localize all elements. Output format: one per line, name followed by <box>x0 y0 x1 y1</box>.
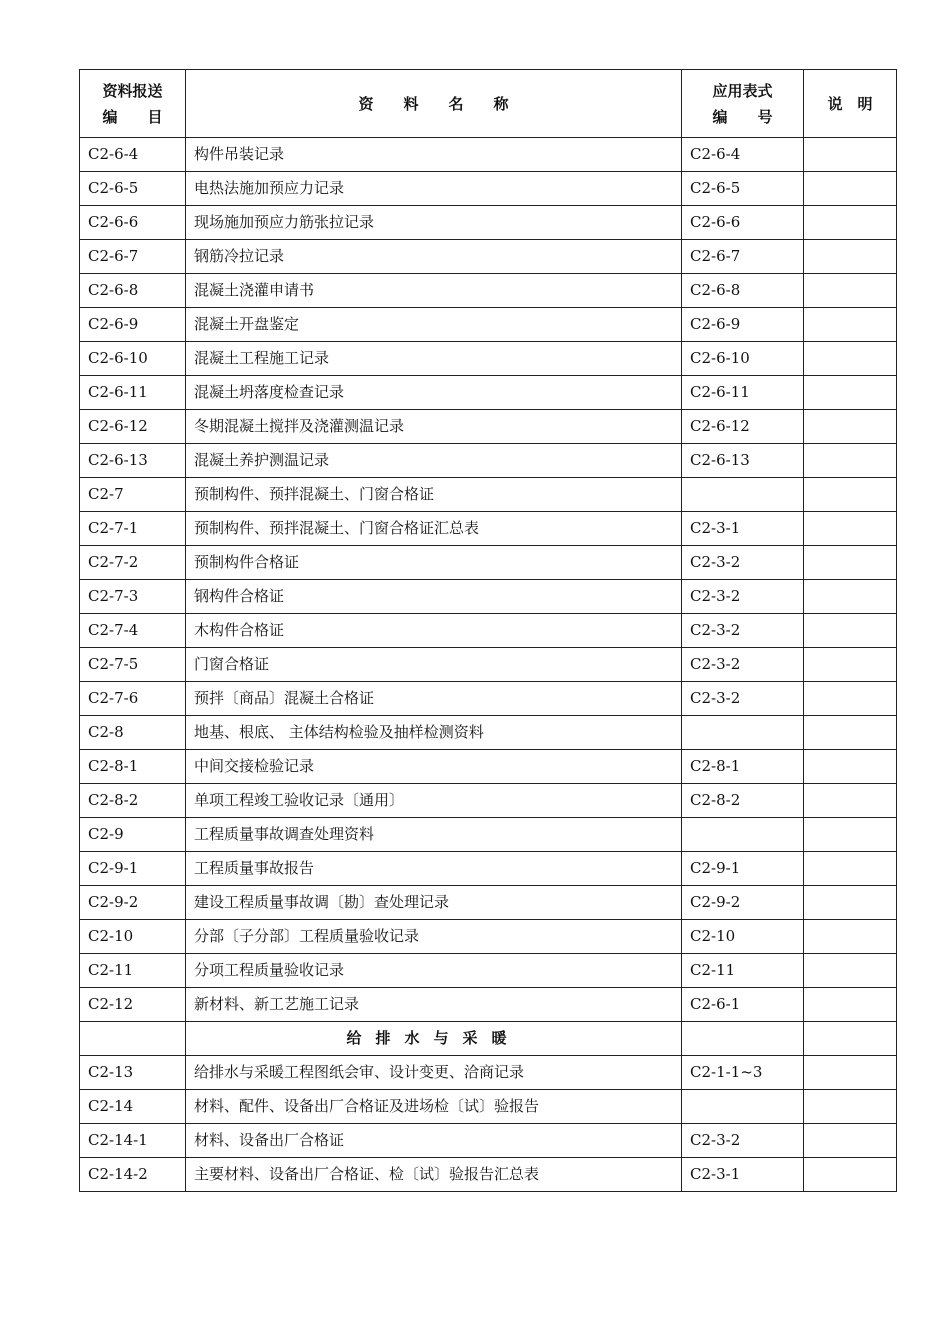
cell-name: 电热法施加预应力记录 <box>186 172 682 206</box>
table-row <box>80 512 897 546</box>
header-name: 资 料 名 称 <box>186 70 682 138</box>
cell-note <box>804 818 897 852</box>
cell-code <box>80 1022 186 1056</box>
cell-note <box>804 716 897 750</box>
cell-name: 混凝土工程施工记录 <box>186 342 682 376</box>
cell-code: C2-7-6 <box>80 682 186 716</box>
cell-note <box>804 512 897 546</box>
cell-code: C2-7-5 <box>80 648 186 682</box>
cell-code: C2-12 <box>80 988 186 1022</box>
cell-form <box>682 716 804 750</box>
cell-form: C2-3-2 <box>682 682 804 716</box>
cell-form: C2-6-10 <box>682 342 804 376</box>
cell-name: 建设工程质量事故调〔勘〕查处理记录 <box>186 886 682 920</box>
cell-code: C2-7-2 <box>80 546 186 580</box>
cell-form: C2-8-2 <box>682 784 804 818</box>
cell-note <box>804 172 897 206</box>
cell-form: C2-9-1 <box>682 852 804 886</box>
header-form <box>682 70 804 138</box>
cell-note <box>804 478 897 512</box>
cell-form <box>682 478 804 512</box>
cell-code: C2-14 <box>80 1090 186 1124</box>
cell-code: C2-9-1 <box>80 852 186 886</box>
cell-name: 材料、配件、设备出厂合格证及进场检〔试〕验报告 <box>186 1090 682 1124</box>
cell-note <box>804 1090 897 1124</box>
table-row <box>80 1158 897 1192</box>
cell-form: C2-3-2 <box>682 546 804 580</box>
cell-note <box>804 920 897 954</box>
table-row <box>80 988 897 1022</box>
header-code-line1: 资料报送 <box>102 81 163 100</box>
cell-note <box>804 988 897 1022</box>
cell-name: 混凝土开盘鉴定 <box>186 308 682 342</box>
cell-name: 现场施加预应力筋张拉记录 <box>186 206 682 240</box>
header-form-line2: 编 号 <box>712 107 773 126</box>
cell-name: 构件吊装记录 <box>186 138 682 172</box>
cell-note <box>804 682 897 716</box>
cell-note <box>804 1022 897 1056</box>
cell-form: C2-6-13 <box>682 444 804 478</box>
cell-form <box>682 1090 804 1124</box>
cell-name: 预拌〔商品〕混凝土合格证 <box>186 682 682 716</box>
header-form-line1: 应用表式 <box>712 81 773 100</box>
cell-code: C2-6-4 <box>80 138 186 172</box>
cell-code: C2-11 <box>80 954 186 988</box>
table-row <box>80 342 897 376</box>
table-row <box>80 274 897 308</box>
cell-code: C2-6-6 <box>80 206 186 240</box>
table-row <box>80 784 897 818</box>
table-row <box>80 750 897 784</box>
table-row <box>80 1124 897 1158</box>
cell-name: 预制构件、预拌混凝土、门窗合格证 <box>186 478 682 512</box>
header-code <box>80 70 186 138</box>
table-row <box>80 852 897 886</box>
cell-code: C2-6-13 <box>80 444 186 478</box>
cell-note <box>804 240 897 274</box>
cell-name: 分部〔子分部〕工程质量验收记录 <box>186 920 682 954</box>
cell-form: C2-6-1 <box>682 988 804 1022</box>
cell-form: C2-8-1 <box>682 750 804 784</box>
cell-note <box>804 852 897 886</box>
cell-form: C2-6-9 <box>682 308 804 342</box>
cell-form: C2-9-2 <box>682 886 804 920</box>
cell-note <box>804 580 897 614</box>
cell-name: 中间交接检验记录 <box>186 750 682 784</box>
table-row <box>80 648 897 682</box>
table-row <box>80 444 897 478</box>
cell-note <box>804 784 897 818</box>
table-row <box>80 954 897 988</box>
cell-form: C2-1-1~3 <box>682 1056 804 1090</box>
cell-name: 钢筋冷拉记录 <box>186 240 682 274</box>
cell-name: 木构件合格证 <box>186 614 682 648</box>
cell-code: C2-14-1 <box>80 1124 186 1158</box>
cell-code: C2-7-3 <box>80 580 186 614</box>
cell-name: 给排水与采暖工程图纸会审、设计变更、洽商记录 <box>186 1056 682 1090</box>
cell-note <box>804 954 897 988</box>
cell-code: C2-6-8 <box>80 274 186 308</box>
cell-code: C2-7-1 <box>80 512 186 546</box>
cell-code: C2-6-5 <box>80 172 186 206</box>
cell-code: C2-8-1 <box>80 750 186 784</box>
cell-form: C2-3-2 <box>682 614 804 648</box>
cell-form: C2-6-8 <box>682 274 804 308</box>
cell-name: 单项工程竣工验收记录〔通用〕 <box>186 784 682 818</box>
cell-code: C2-6-10 <box>80 342 186 376</box>
cell-code: C2-8 <box>80 716 186 750</box>
cell-name: 冬期混凝土搅拌及浇灌测温记录 <box>186 410 682 444</box>
cell-name: 新材料、新工艺施工记录 <box>186 988 682 1022</box>
cell-code: C2-9 <box>80 818 186 852</box>
table-row <box>80 716 897 750</box>
cell-note <box>804 206 897 240</box>
table-row <box>80 138 897 172</box>
cell-form <box>682 818 804 852</box>
table-row <box>80 478 897 512</box>
header-row <box>80 70 897 138</box>
cell-note <box>804 648 897 682</box>
cell-name: 主要材料、设备出厂合格证、检〔试〕验报告汇总表 <box>186 1158 682 1192</box>
cell-form: C2-6-6 <box>682 206 804 240</box>
table-row <box>80 206 897 240</box>
table-row <box>80 614 897 648</box>
header-code-line2: 编 目 <box>102 107 163 126</box>
table-row <box>80 308 897 342</box>
header-note: 说 明 <box>804 70 897 138</box>
cell-name: 混凝土坍落度检查记录 <box>186 376 682 410</box>
section-row <box>80 1022 897 1056</box>
table-row <box>80 1090 897 1124</box>
cell-note <box>804 444 897 478</box>
table-row <box>80 580 897 614</box>
table-row <box>80 546 897 580</box>
cell-form: C2-3-2 <box>682 580 804 614</box>
cell-code: C2-6-9 <box>80 308 186 342</box>
cell-form: C2-3-1 <box>682 1158 804 1192</box>
cell-form: C2-10 <box>682 920 804 954</box>
cell-form: C2-6-7 <box>682 240 804 274</box>
cell-note <box>804 1158 897 1192</box>
cell-code: C2-9-2 <box>80 886 186 920</box>
table-row <box>80 886 897 920</box>
cell-name: 工程质量事故调查处理资料 <box>186 818 682 852</box>
cell-form: C2-3-2 <box>682 1124 804 1158</box>
table-row <box>80 682 897 716</box>
cell-note <box>804 1124 897 1158</box>
cell-note <box>804 308 897 342</box>
cell-note <box>804 886 897 920</box>
cell-note <box>804 614 897 648</box>
table-row <box>80 818 897 852</box>
table-row <box>80 376 897 410</box>
cell-note <box>804 376 897 410</box>
cell-form: C2-6-4 <box>682 138 804 172</box>
cell-code: C2-14-2 <box>80 1158 186 1192</box>
cell-form: C2-3-1 <box>682 512 804 546</box>
cell-form <box>682 1022 804 1056</box>
table-row <box>80 1056 897 1090</box>
cell-code: C2-7 <box>80 478 186 512</box>
table-row <box>80 920 897 954</box>
cell-note <box>804 1056 897 1090</box>
cell-form: C2-3-2 <box>682 648 804 682</box>
cell-code: C2-6-7 <box>80 240 186 274</box>
cell-note <box>804 274 897 308</box>
cell-name: 混凝土浇灌申请书 <box>186 274 682 308</box>
cell-name: 工程质量事故报告 <box>186 852 682 886</box>
cell-name: 钢构件合格证 <box>186 580 682 614</box>
table-row <box>80 410 897 444</box>
cell-name: 预制构件、预拌混凝土、门窗合格证汇总表 <box>186 512 682 546</box>
cell-form: C2-6-12 <box>682 410 804 444</box>
cell-note <box>804 342 897 376</box>
cell-note <box>804 750 897 784</box>
cell-code: C2-6-11 <box>80 376 186 410</box>
cell-name: 门窗合格证 <box>186 648 682 682</box>
cell-form: C2-6-11 <box>682 376 804 410</box>
cell-form: C2-6-5 <box>682 172 804 206</box>
cell-note <box>804 546 897 580</box>
cell-code: C2-7-4 <box>80 614 186 648</box>
cell-code: C2-6-12 <box>80 410 186 444</box>
cell-name: 地基、根底、 主体结构检验及抽样检测资料 <box>186 716 682 750</box>
cell-code: C2-8-2 <box>80 784 186 818</box>
cell-name: 混凝土养护测温记录 <box>186 444 682 478</box>
cell-code: C2-10 <box>80 920 186 954</box>
cell-note <box>804 410 897 444</box>
cell-name: 预制构件合格证 <box>186 546 682 580</box>
table-row <box>80 240 897 274</box>
cell-name: 材料、设备出厂合格证 <box>186 1124 682 1158</box>
cell-name: 给排水与采暖 <box>186 1022 682 1056</box>
document-table <box>79 69 897 1192</box>
cell-code: C2-13 <box>80 1056 186 1090</box>
cell-note <box>804 138 897 172</box>
cell-form: C2-11 <box>682 954 804 988</box>
table-row <box>80 172 897 206</box>
cell-name: 分项工程质量验收记录 <box>186 954 682 988</box>
